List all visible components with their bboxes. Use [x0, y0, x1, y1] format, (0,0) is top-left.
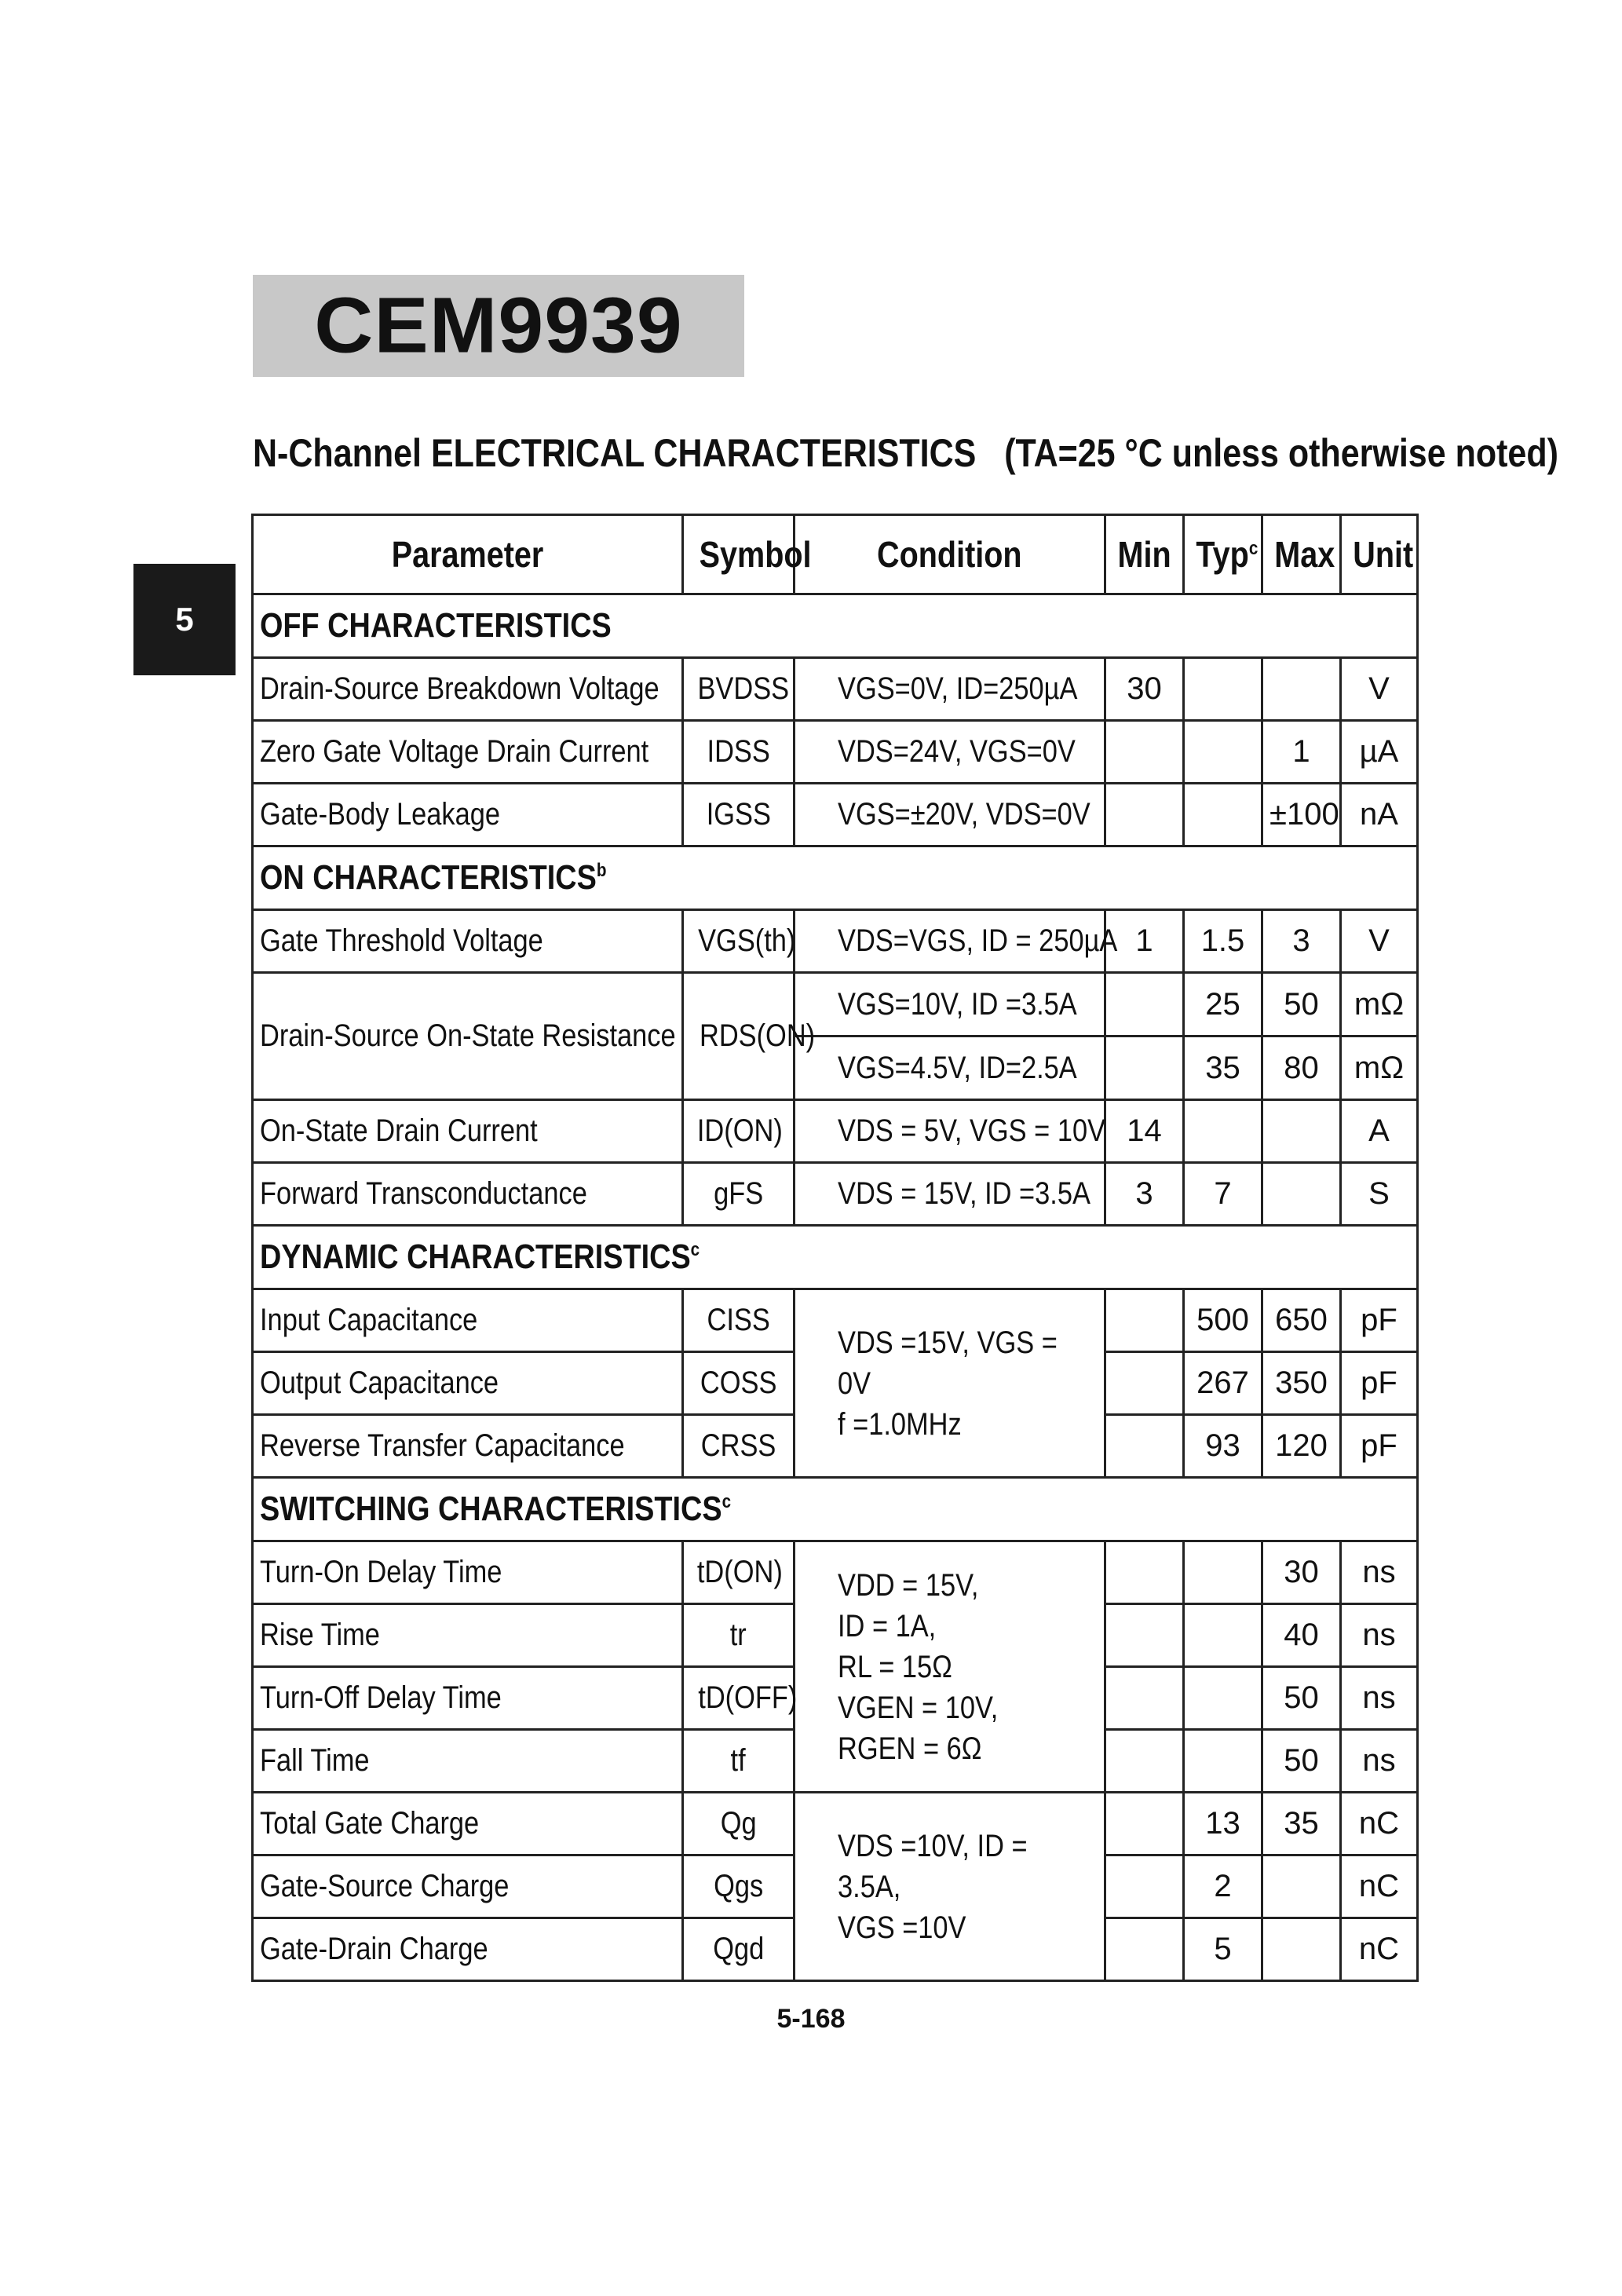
header-parameter: Parameter: [253, 515, 683, 594]
header-max: Max: [1262, 515, 1341, 594]
unit-cell: pF: [1341, 1289, 1418, 1352]
heading-condition: (TA=25 °C unless otherwise noted): [1004, 431, 1558, 475]
unit-cell: mΩ: [1341, 1036, 1418, 1100]
table-row: [253, 1289, 1418, 1352]
table-row: [253, 1100, 1418, 1163]
symbol-cell: CRSS: [683, 1415, 795, 1478]
header-condition: Condition: [795, 515, 1105, 594]
min-cell: [1105, 1918, 1184, 1981]
param-cell: Gate-Body Leakage: [253, 784, 683, 846]
unit-cell: nA: [1341, 784, 1418, 846]
max-cell: 50: [1262, 973, 1341, 1036]
max-cell: 650: [1262, 1289, 1341, 1352]
unit-cell: ns: [1341, 1730, 1418, 1793]
condition-cell: VDS =10V, ID = 3.5A, VGS =10V: [795, 1793, 1105, 1981]
typ-cell: [1184, 784, 1262, 846]
symbol-cell: IGSS: [683, 784, 795, 846]
min-cell: [1105, 1415, 1184, 1478]
unit-cell: nC: [1341, 1918, 1418, 1981]
symbol-cell: BVDSS: [683, 658, 795, 721]
typ-cell: [1184, 721, 1262, 784]
typ-cell: 35: [1184, 1036, 1262, 1100]
max-cell: 50: [1262, 1730, 1341, 1793]
typ-cell: 1.5: [1184, 910, 1262, 973]
typ-cell: [1184, 1667, 1262, 1730]
part-number-title: CEM9939: [314, 281, 683, 370]
symbol-cell: gFS: [683, 1163, 795, 1226]
unit-cell: ns: [1341, 1604, 1418, 1667]
max-cell: [1262, 1100, 1341, 1163]
max-cell: 35: [1262, 1793, 1341, 1855]
min-cell: [1105, 1667, 1184, 1730]
section-footnote: b: [596, 860, 607, 881]
max-cell: ±100: [1262, 784, 1341, 846]
min-cell: [1105, 1541, 1184, 1604]
condition-cell: VDS =15V, VGS = 0V f =1.0MHz: [795, 1289, 1105, 1478]
symbol-cell: IDSS: [683, 721, 795, 784]
table-row: [253, 721, 1418, 784]
typ-cell: [1184, 1730, 1262, 1793]
typ-cell: 2: [1184, 1855, 1262, 1918]
header-symbol: Symbol: [683, 515, 795, 594]
table-row: [253, 1793, 1418, 1855]
min-cell: 14: [1105, 1100, 1184, 1163]
unit-cell: µA: [1341, 721, 1418, 784]
max-cell: 3: [1262, 910, 1341, 973]
param-cell: Fall Time: [253, 1730, 683, 1793]
typ-cell: 7: [1184, 1163, 1262, 1226]
typ-cell: 13: [1184, 1793, 1262, 1855]
table-row: [253, 784, 1418, 846]
param-cell: Drain-Source On-State Resistance: [253, 973, 683, 1100]
max-cell: [1262, 1918, 1341, 1981]
typ-cell: 5: [1184, 1918, 1262, 1981]
max-cell: 1: [1262, 721, 1341, 784]
condition-cell: VDS = 15V, ID =3.5A: [795, 1163, 1105, 1226]
table-row: [253, 658, 1418, 721]
section-title: OFF CHARACTERISTICS: [253, 594, 1418, 658]
symbol-cell: tf: [683, 1730, 795, 1793]
table-row: [253, 973, 1418, 1036]
condition-cell: VGS=4.5V, ID=2.5A: [795, 1036, 1105, 1100]
unit-cell: ns: [1341, 1667, 1418, 1730]
symbol-cell: RDS(ON): [683, 973, 795, 1100]
min-cell: [1105, 721, 1184, 784]
condition-cell: VDS=24V, VGS=0V: [795, 721, 1105, 784]
section-on: [253, 846, 1418, 910]
typ-cell: [1184, 1541, 1262, 1604]
section-dynamic: [253, 1226, 1418, 1289]
param-cell: Zero Gate Voltage Drain Current: [253, 721, 683, 784]
symbol-cell: Qg: [683, 1793, 795, 1855]
unit-cell: V: [1341, 910, 1418, 973]
param-cell: Forward Transconductance: [253, 1163, 683, 1226]
unit-cell: ns: [1341, 1541, 1418, 1604]
table-row: [253, 1163, 1418, 1226]
param-cell: Gate-Source Charge: [253, 1855, 683, 1918]
typ-cell: [1184, 1604, 1262, 1667]
min-cell: 1: [1105, 910, 1184, 973]
unit-cell: pF: [1341, 1352, 1418, 1415]
condition-cell: VGS=0V, ID=250µA: [795, 658, 1105, 721]
param-cell: Turn-On Delay Time: [253, 1541, 683, 1604]
unit-cell: nC: [1341, 1855, 1418, 1918]
section-switching: [253, 1478, 1418, 1541]
header-min: Min: [1105, 515, 1184, 594]
typ-cell: 500: [1184, 1289, 1262, 1352]
param-cell: Reverse Transfer Capacitance: [253, 1415, 683, 1478]
min-cell: 30: [1105, 658, 1184, 721]
param-cell: Total Gate Charge: [253, 1793, 683, 1855]
section-footnote: c: [690, 1239, 700, 1260]
condition-cell: VDD = 15V, ID = 1A, RL = 15Ω VGEN = 10V, RGEN = 6Ω: [795, 1541, 1105, 1793]
heading-main: N-Channel ELECTRICAL CHARACTERISTICS: [253, 431, 977, 475]
max-cell: 40: [1262, 1604, 1341, 1667]
condition-cell: VDS = 5V, VGS = 10V: [795, 1100, 1105, 1163]
max-cell: 120: [1262, 1415, 1341, 1478]
section-off: [253, 594, 1418, 658]
max-cell: [1262, 658, 1341, 721]
symbol-cell: tD(OFF): [683, 1667, 795, 1730]
max-cell: 80: [1262, 1036, 1341, 1100]
min-cell: [1105, 973, 1184, 1036]
param-cell: Drain-Source Breakdown Voltage: [253, 658, 683, 721]
condition-cell: VDS=VGS, ID = 250µA: [795, 910, 1105, 973]
param-cell: On-State Drain Current: [253, 1100, 683, 1163]
min-cell: [1105, 1604, 1184, 1667]
condition-cell: VGS=±20V, VDS=0V: [795, 784, 1105, 846]
electrical-characteristics-table: [251, 514, 1419, 1982]
min-cell: [1105, 1855, 1184, 1918]
symbol-cell: VGS(th): [683, 910, 795, 973]
section-tab: [133, 564, 236, 675]
min-cell: [1105, 1352, 1184, 1415]
table-row: [253, 1541, 1418, 1604]
unit-cell: S: [1341, 1163, 1418, 1226]
param-cell: Rise Time: [253, 1604, 683, 1667]
param-cell: Output Capacitance: [253, 1352, 683, 1415]
unit-cell: V: [1341, 658, 1418, 721]
condition-cell: VGS=10V, ID =3.5A: [795, 973, 1105, 1036]
typ-cell: 93: [1184, 1415, 1262, 1478]
section-title: ON CHARACTERISTICS$^b$: [253, 846, 1418, 910]
section-title: DYNAMIC CHARACTERISTICS$^c$: [253, 1226, 1418, 1289]
min-cell: [1105, 1793, 1184, 1855]
param-cell: Gate Threshold Voltage: [253, 910, 683, 973]
param-cell: Turn-Off Delay Time: [253, 1667, 683, 1730]
min-cell: [1105, 1036, 1184, 1100]
max-cell: [1262, 1855, 1341, 1918]
max-cell: 350: [1262, 1352, 1341, 1415]
section-heading: [253, 430, 1558, 476]
typ-footnote: c: [1248, 538, 1259, 559]
symbol-cell: Qgd: [683, 1918, 795, 1981]
symbol-cell: tD(ON): [683, 1541, 795, 1604]
unit-cell: mΩ: [1341, 973, 1418, 1036]
section-title: SWITCHING CHARACTERISTICS$^c$: [253, 1478, 1418, 1541]
typ-cell: 267: [1184, 1352, 1262, 1415]
unit-cell: pF: [1341, 1415, 1418, 1478]
symbol-cell: Qgs: [683, 1855, 795, 1918]
section-tab-label: 5: [175, 601, 194, 638]
min-cell: 3: [1105, 1163, 1184, 1226]
param-cell: Gate-Drain Charge: [253, 1918, 683, 1981]
max-cell: 50: [1262, 1667, 1341, 1730]
max-cell: 30: [1262, 1541, 1341, 1604]
header-row: [253, 515, 1418, 594]
table-row: [253, 910, 1418, 973]
page-number: 5-168: [776, 2004, 846, 2034]
max-cell: [1262, 1163, 1341, 1226]
symbol-cell: ID(ON): [683, 1100, 795, 1163]
symbol-cell: tr: [683, 1604, 795, 1667]
typ-cell: 25: [1184, 973, 1262, 1036]
symbol-cell: CISS: [683, 1289, 795, 1352]
typ-cell: [1184, 658, 1262, 721]
param-cell: Input Capacitance: [253, 1289, 683, 1352]
part-number-banner: [253, 275, 744, 377]
header-unit: Unit: [1341, 515, 1418, 594]
unit-cell: nC: [1341, 1793, 1418, 1855]
symbol-cell: COSS: [683, 1352, 795, 1415]
typ-cell: [1184, 1100, 1262, 1163]
header-typ: Typ$^c$: [1184, 515, 1262, 594]
unit-cell: A: [1341, 1100, 1418, 1163]
min-cell: [1105, 1289, 1184, 1352]
min-cell: [1105, 1730, 1184, 1793]
section-footnote: c: [721, 1491, 732, 1512]
